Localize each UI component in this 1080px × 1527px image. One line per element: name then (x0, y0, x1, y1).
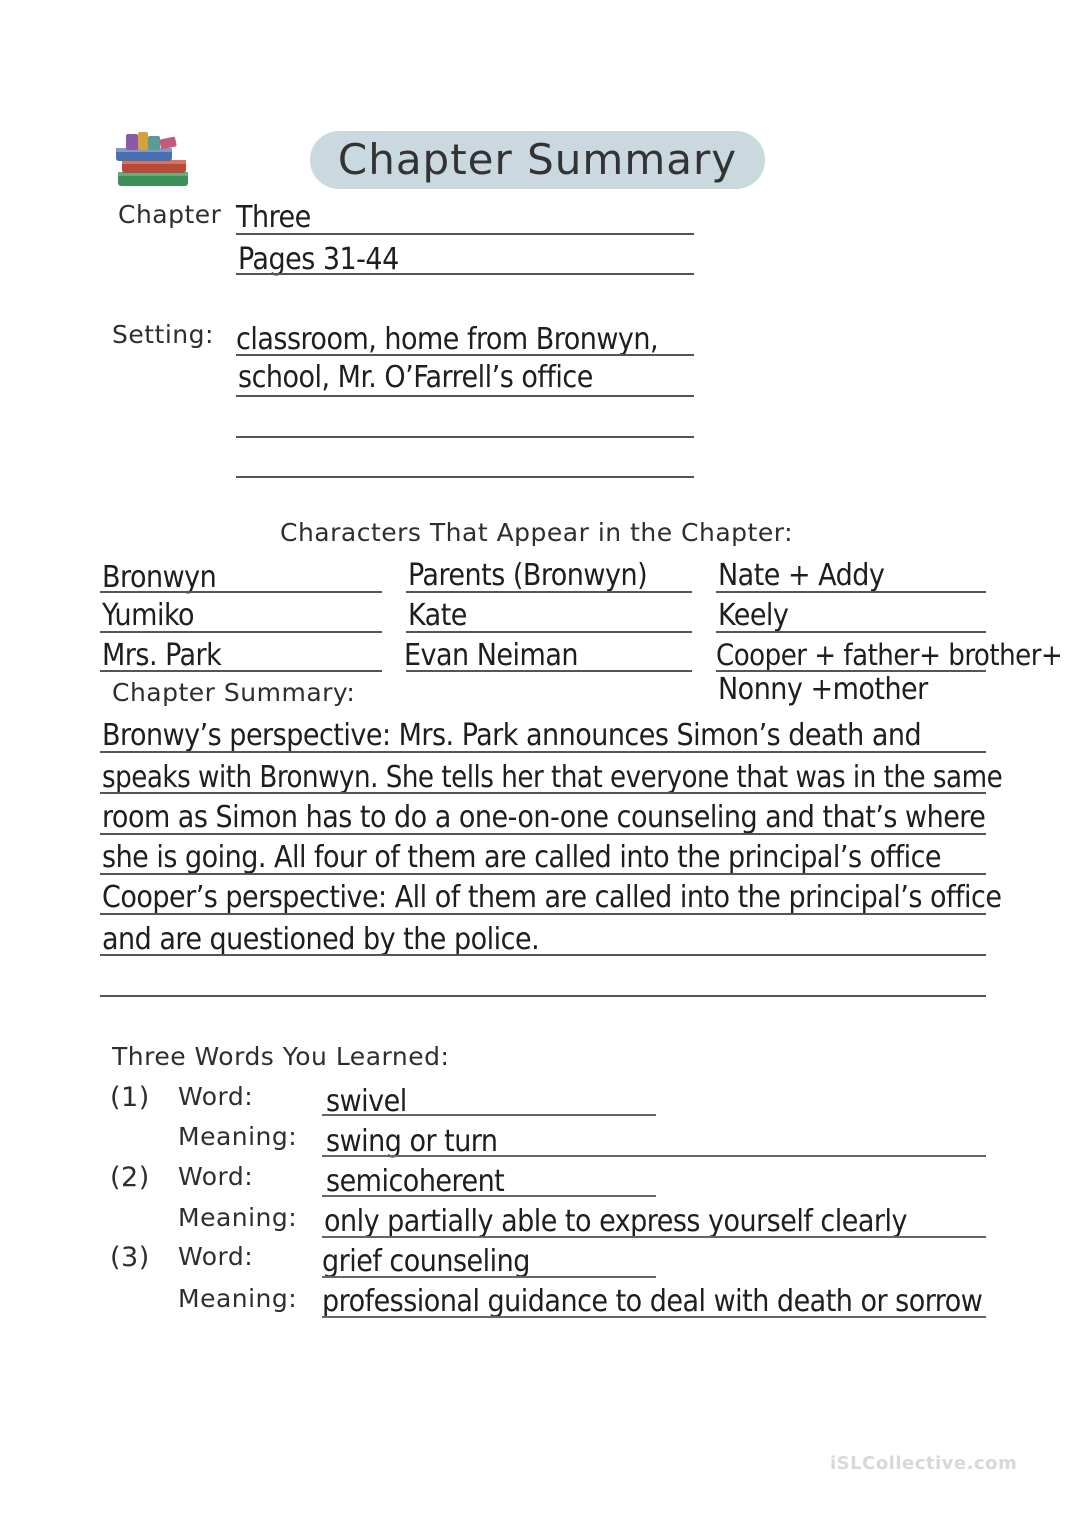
summary-line: Cooper’s perspective: All of them are called into the principal’s office (102, 880, 1002, 915)
word-number: (2) (110, 1162, 150, 1193)
word-label: Word: (178, 1082, 254, 1111)
word-label: Word: (178, 1242, 254, 1271)
word-rule (322, 1195, 656, 1197)
setting-line-2: school, Mr. O’Farrell’s office (238, 360, 593, 395)
character-rule (716, 631, 986, 633)
character-name: Parents (Bronwyn) (408, 558, 648, 593)
summary-rule (100, 751, 986, 753)
summary-rule (100, 792, 986, 794)
character-name: Bronwyn (102, 560, 217, 595)
meaning-label: Meaning: (178, 1284, 298, 1313)
summary-line: speaks with Bronwyn. She tells her that everyone that was in the same (102, 760, 1003, 795)
word-rule (322, 1114, 656, 1116)
character-name: Cooper + father+ brother+ (716, 638, 1063, 672)
word-value: semicoherent (326, 1164, 505, 1199)
watermark: iSLCollective.com (830, 1453, 1018, 1474)
character-name: Nonny +mother (718, 672, 928, 707)
meaning-value: only partially able to express yourself clearly (324, 1204, 907, 1239)
chapter-value: Three (236, 200, 311, 235)
meaning-label: Meaning: (178, 1122, 298, 1151)
word-value: grief counseling (322, 1244, 530, 1279)
character-name: Nate + Addy (718, 558, 885, 593)
setting-label: Setting: (112, 320, 214, 349)
character-rule (100, 670, 382, 672)
summary-line: Bronwy’s perspective: Mrs. Park announces Simon’s death and (102, 718, 922, 753)
character-name: Mrs. Park (102, 638, 222, 673)
character-name: Evan Neiman (404, 638, 578, 673)
character-rule (100, 631, 382, 633)
books-icon (112, 128, 196, 192)
setting-rule-3 (236, 436, 694, 438)
chapter-pages: Pages 31-44 (238, 242, 399, 277)
page-title: Chapter Summary (337, 135, 738, 184)
word-label: Word: (178, 1162, 254, 1191)
chapter-label: Chapter (118, 200, 222, 229)
summary-rule (100, 833, 986, 835)
summary-rule (100, 873, 986, 875)
setting-line-1: classroom, home from Bronwyn, (236, 322, 659, 357)
words-heading: Three Words You Learned: (112, 1042, 450, 1071)
character-rule (406, 631, 692, 633)
word-number: (1) (110, 1082, 150, 1113)
summary-rule (100, 995, 986, 997)
character-rule (406, 670, 692, 672)
summary-line: and are questioned by the police. (102, 922, 540, 957)
character-name: Kate (408, 598, 467, 633)
meaning-value: professional guidance to deal with death or sorrow (322, 1284, 983, 1319)
setting-rule-4 (236, 476, 694, 478)
pages-rule (236, 273, 694, 275)
summary-line: room as Simon has to do a one-on-one counseling and that’s where (102, 800, 986, 835)
summary-rule (100, 913, 986, 915)
character-name: Yumiko (102, 598, 195, 633)
character-rule (406, 591, 692, 593)
character-rule (100, 591, 382, 593)
setting-rule-1 (236, 354, 694, 356)
meaning-value: swing or turn (326, 1124, 498, 1159)
meaning-rule (322, 1236, 986, 1238)
summary-line: she is going. All four of them are called into the principal’s office (102, 840, 942, 875)
meaning-rule (322, 1155, 986, 1157)
word-rule (322, 1276, 656, 1278)
word-value: swivel (326, 1084, 407, 1119)
character-rule (716, 591, 986, 593)
summary-label: Chapter Summary: (112, 678, 356, 707)
meaning-label: Meaning: (178, 1203, 298, 1232)
chapter-rule (236, 233, 694, 235)
meaning-rule (322, 1316, 986, 1318)
word-number: (3) (110, 1242, 150, 1273)
characters-heading: Characters That Appear in the Chapter: (280, 518, 793, 547)
summary-rule (100, 954, 986, 956)
setting-rule-2 (236, 395, 694, 397)
character-name: Keely (718, 598, 789, 633)
